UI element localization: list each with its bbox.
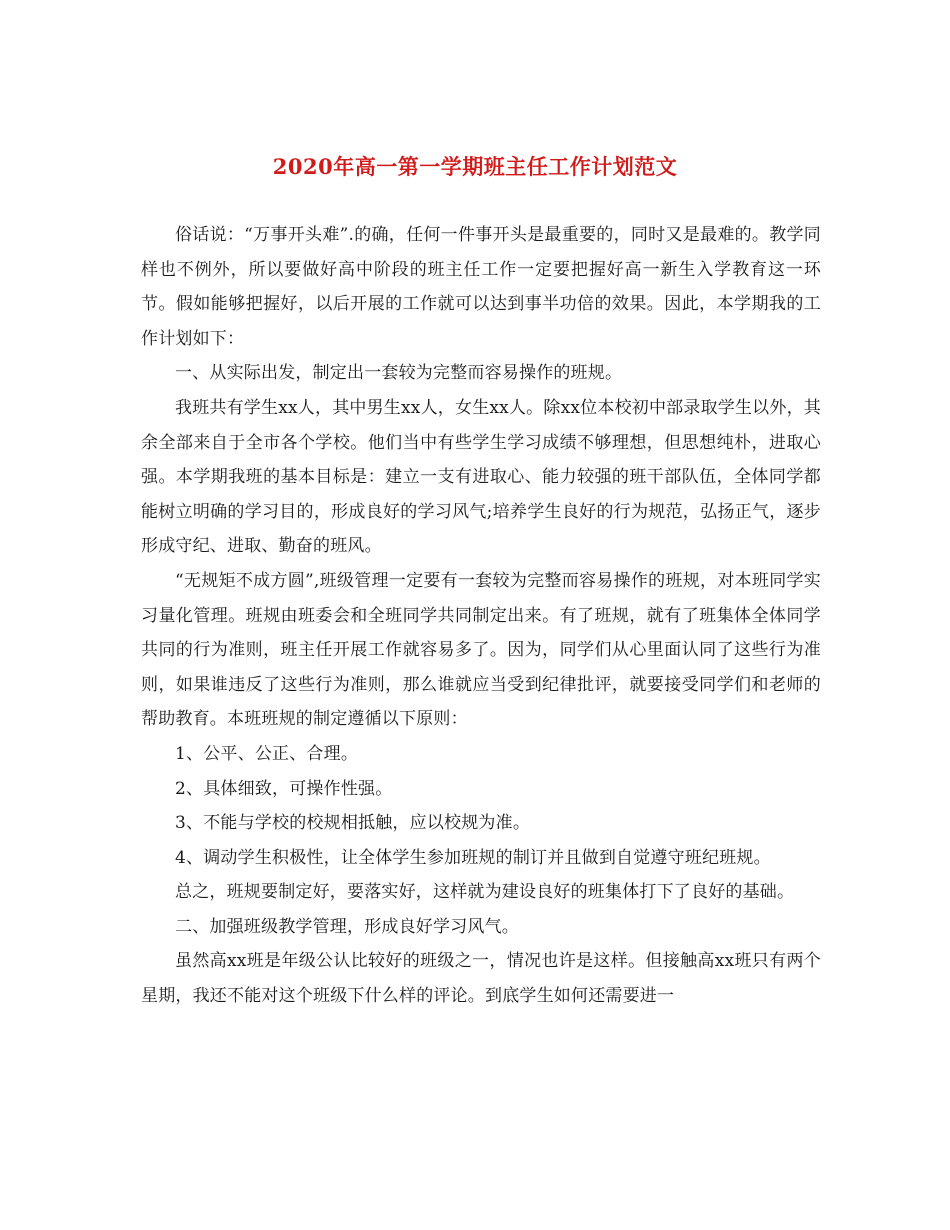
section-heading-1: 一、从实际出发，制定出一套较为完整而容易操作的班规。 xyxy=(175,363,623,384)
document-title: 2020年高一第一学期班主任工作计划范文 xyxy=(272,154,678,180)
rule-principle-1: 1、公平、公正、合理。 xyxy=(175,743,359,764)
rule-principle-4: 4、调动学生积极性，让全体学生参加班规的制订并且做到自觉遵守班纪班规。 xyxy=(175,847,771,868)
document-body xyxy=(141,218,821,1014)
paragraph-class-overview: 我班共有学生xx人，其中男生xx人，女生xx人。除xx位本校初中部录取学生以外，其余全部来自于全市各个学校。他们当中有些学生学习成绩不够理想，但思想纯朴，进取心强。本学期我班的基本目标是：建立一支有进取心、能力较强的班干部队伍，全体同学都能树立明确的学习目的，形成良好的学习风气;培养学生良好的行为规范，弘扬正气，逐步形成守纪、进取、勤奋的班风。 xyxy=(141,397,821,557)
paragraph-teaching-management: 虽然高xx班是年级公认比较好的班级之一，情况也许是这样。但接触高xx班只有两个星期，我还不能对这个班级下什么样的评论。到底学生如何还需要进一 xyxy=(141,951,821,1007)
rule-principle-3: 3、不能与学校的校规相抵触，应以校规为准。 xyxy=(175,813,531,834)
paragraph-intro: 俗话说：“万事开头难”.的确，任何一件事开头是最重要的，同时又是最难的。教学同样也不例外，所以要做好高中阶段的班主任工作一定要把握好高一新生入学教育这一环节。假如能够把握好，以后开展的工作就可以达到事半功倍的效果。因此，本学期我的工作计划如下： xyxy=(141,225,821,349)
paragraph-class-rules: “无规矩不成方圆”,班级管理一定要有一套较为完整而容易操作的班规，对本班同学实习量化管理。班规由班委会和全班同学共同制定出来。有了班规，就有了班集体全体同学共同的行为准则，班主任开展工作就容易多了。因为，同学们从心里面认同了这些行为准则，如果谁违反了这些行为准则，那么谁就应当受到纪律批评，就要接受同学们和老师的帮助教育。本班班规的制定遵循以下原则： xyxy=(141,570,821,730)
rule-principle-2: 2、具体细致，可操作性强。 xyxy=(175,778,393,799)
paragraph-summary: 总之，班规要制定好，要落实好，这样就为建设良好的班集体打下了良好的基础。 xyxy=(175,882,795,903)
section-heading-2: 二、加强班级教学管理，形成良好学习风气。 xyxy=(175,916,519,937)
